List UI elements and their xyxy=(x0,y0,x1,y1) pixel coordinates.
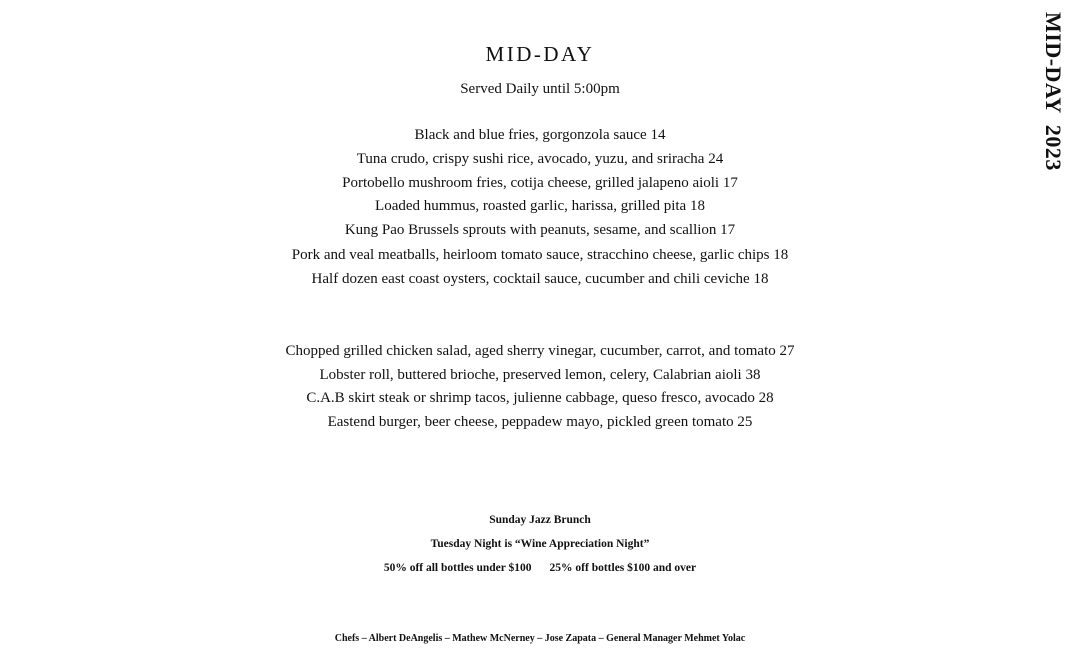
menu-item: Eastend burger, beer cheese, peppadew mayo, pickled green tomato 25 xyxy=(327,414,753,430)
menu-item: C.A.B skirt steak or shrimp tacos, julienne cabbage, queso fresco, avocado 28 xyxy=(306,390,774,406)
menu-item: Kung Pao Brussels sprouts with peanuts, sesame, and scallion 17 xyxy=(344,222,736,238)
discount-under-100: 50% off all bottles under $100 xyxy=(383,562,532,574)
side-label-text: MID-DAY 2023 xyxy=(1041,12,1066,171)
staff-credits: Chefs – Albert DeAngelis – Mathew McNerney – Jose Zapata – General Manager Mehmet Yolac xyxy=(334,633,746,644)
menu-item: Tuna crudo, crispy sushi rice, avocado, yuzu, and sriracha 24 xyxy=(356,151,724,167)
service-hours: Served Daily until 5:00pm xyxy=(460,81,620,97)
menu-item: Chopped grilled chicken salad, aged sherry vinegar, cucumber, carrot, and tomato 27 xyxy=(285,343,795,359)
menu-item: Loaded hummus, roasted garlic, harissa, grilled pita 18 xyxy=(375,198,705,214)
page-title: MID-DAY xyxy=(485,42,595,66)
discount-over-100: 25% off bottles $100 and over xyxy=(549,562,697,574)
menu-item: Lobster roll, buttered brioche, preserved lemon, celery, Calabrian aioli 38 xyxy=(319,367,761,383)
menu-item: Half dozen east coast oysters, cocktail sauce, cucumber and chili ceviche 18 xyxy=(311,271,769,287)
brunch-note: Sunday Jazz Brunch xyxy=(489,514,591,526)
wine-discounts xyxy=(0,560,1080,576)
wine-night-note: Tuesday Night is “Wine Appreciation Night” xyxy=(430,538,650,550)
menu-item: Portobello mushroom fries, cotija cheese, grilled jalapeno aioli 17 xyxy=(342,175,738,191)
menu-item: Black and blue fries, gorgonzola sauce 14 xyxy=(414,127,666,143)
menu-item: Pork and veal meatballs, heirloom tomato sauce, stracchino cheese, garlic chips 18 xyxy=(291,247,789,263)
